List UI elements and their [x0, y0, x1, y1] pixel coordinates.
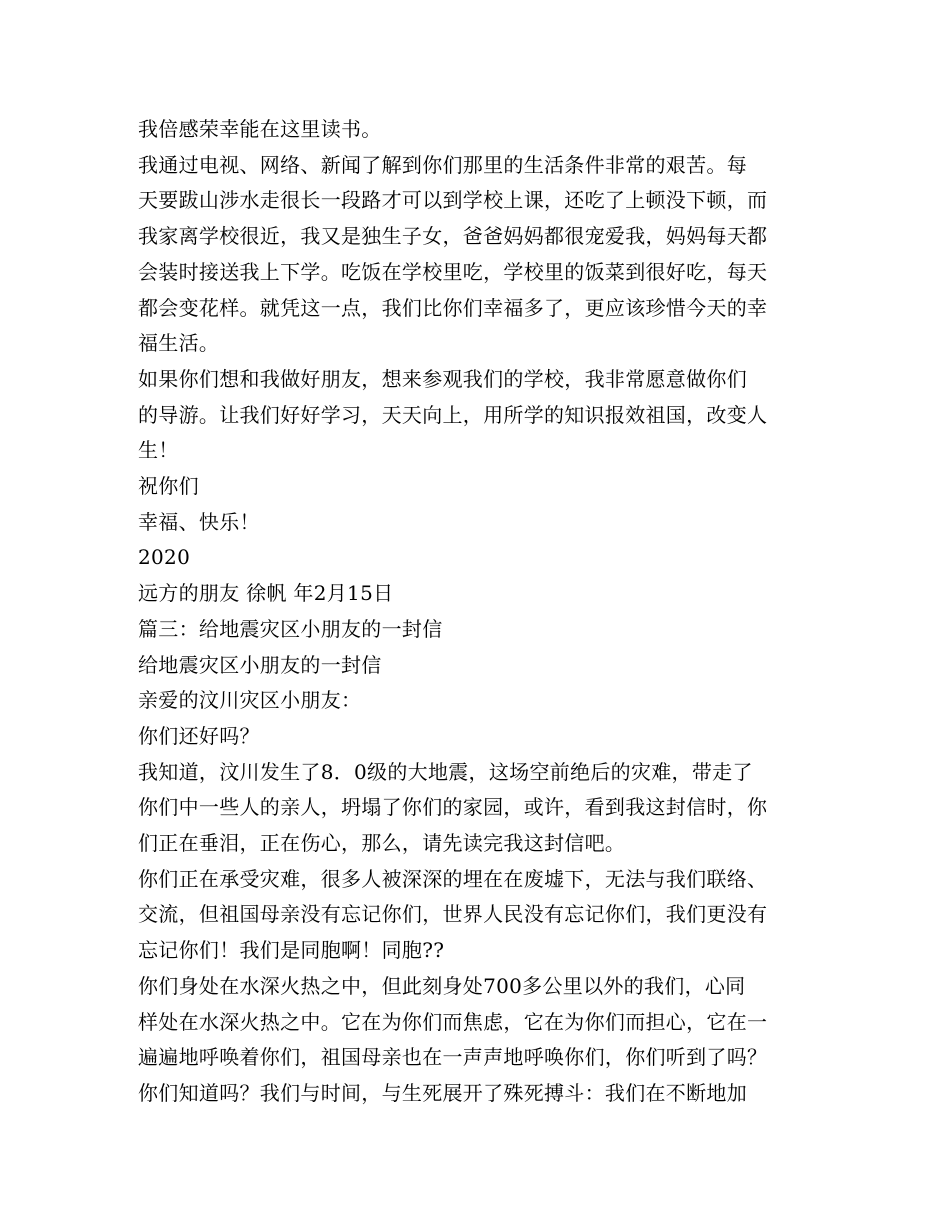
text-line: 忘记你们！我们是同胞啊！同胞??: [138, 938, 445, 963]
greeting-line: 祝你们: [138, 474, 199, 499]
text-line: 福生活。: [138, 331, 220, 356]
text-line: 交流，但祖国母亲没有忘记你们，世界人民没有忘记你们，我们更没有: [138, 902, 768, 927]
text-line: 如果你们想和我做好朋友，想来参观我们的学校，我非常愿意做你们: [138, 366, 747, 391]
signature-line: 远方的朋友 徐帆 年2月15日: [138, 581, 394, 606]
text-line: 你们正在承受灾难，很多人被深深的埋在在废墟下，无法与我们联络、: [138, 866, 768, 891]
text-line: 会装时接送我上下学。吃饭在学校里吃，学校里的饭菜到很好吃，每天: [138, 259, 768, 284]
text-line: 我倍感荣幸能在这里读书。: [138, 117, 382, 141]
text-line: 们正在垂泪，正在伤心，那么，请先读完我这封信吧。: [138, 831, 626, 856]
text-line: 你们身处在水深火热之中，但此刻身处700多公里以外的我们，心同: [138, 973, 746, 998]
text-line: 你们还好吗？: [138, 723, 260, 748]
letter-title: 给地震灾区小朋友的一封信: [138, 652, 382, 677]
text-line: 天要跋山涉水走很长一段路才可以到学校上课，还吃了上顿没下顿，而: [138, 188, 768, 213]
text-line: 的导游。让我们好好学习，天天向上，用所学的知识报效祖国，改变人: [138, 402, 768, 427]
greeting-line: 幸福、快乐！: [138, 509, 260, 534]
salutation: 亲爱的汶川灾区小朋友：: [138, 688, 362, 713]
text-line: 我通过电视、网络、新闻了解到你们那里的生活条件非常的艰苦。每: [138, 152, 747, 177]
text-line: 样处在水深火热之中。它在为你们而焦虑，它在为你们而担心，它在一: [138, 1009, 768, 1034]
text-line: 我知道，汶川发生了8．0级的大地震，这场空前绝后的灾难，带走了: [138, 759, 753, 784]
signature-year: 2020: [138, 545, 191, 570]
text-line: 我家离学校很近，我又是独生子女，爸爸妈妈都很宠爱我，妈妈每天都: [138, 224, 768, 249]
document-body: [138, 112, 818, 1112]
text-line: 都会变花样。就凭这一点，我们比你们幸福多了，更应该珍惜今天的幸: [138, 295, 768, 320]
section-heading: 篇三：给地震灾区小朋友的一封信: [138, 616, 443, 641]
text-line: 遍遍地呼唤着你们，祖国母亲也在一声声地呼唤你们，你们听到了吗？: [138, 1045, 768, 1070]
text-line: 你们知道吗？我们与时间，与生死展开了殊死搏斗：我们在不断地加: [138, 1080, 747, 1105]
text-line: 生！: [138, 438, 179, 463]
text-line: 你们中一些人的亲人，坍塌了你们的家园，或许，看到我这封信时，你: [138, 795, 768, 820]
